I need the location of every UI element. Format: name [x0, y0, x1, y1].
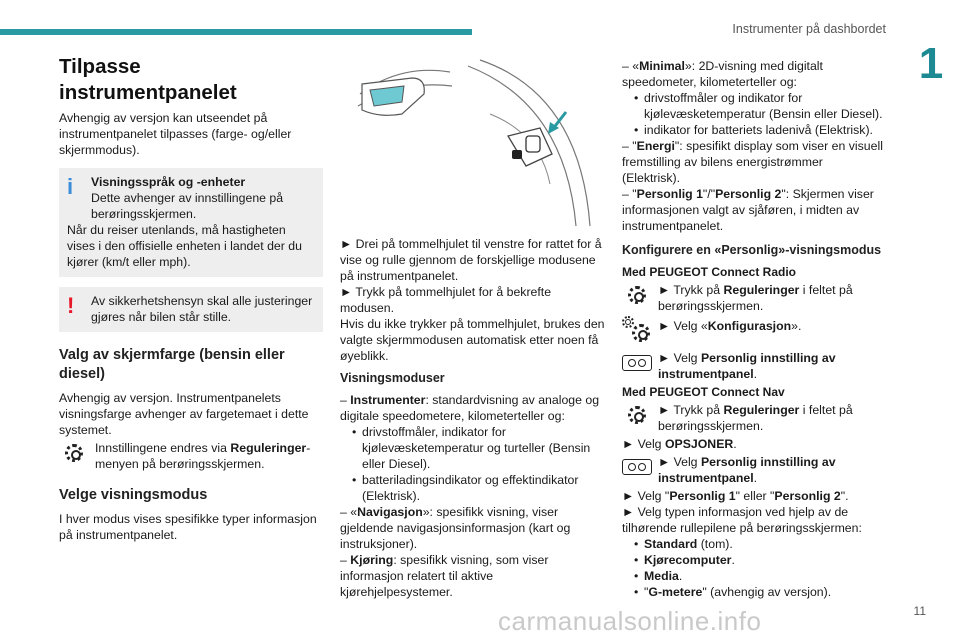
connect-nav-heading: Med PEUGEOT Connect Nav — [622, 385, 785, 399]
steering-wheel-illustration — [340, 54, 605, 226]
mode-energi: – "Energi": spesifikt display som viser en visuell fremstilling av bilens energistrømmer (Elektrisk). — [622, 139, 883, 185]
settings-row — [59, 440, 323, 472]
nav-step-1: ► Trykk på Reguleringer i feltet på berøringsskjermen. — [622, 402, 884, 434]
section-title: Instrumenter på dashbordet — [732, 22, 886, 36]
info-icon: i — [67, 174, 74, 199]
connect-radio-heading: Med PEUGEOT Connect Radio — [622, 265, 797, 279]
mode-personlig: – "Personlig 1"/"Personlig 2": Skjermen viser informasjonen valgt av sjåføren, i midten av instrumentpanelet. — [622, 187, 874, 233]
modes-heading: Visningsmoduser — [340, 371, 445, 385]
warning-icon: ! — [67, 293, 75, 318]
info-note-title: Visningsspråk og -enheter — [91, 175, 246, 189]
list-item: • Kjørecomputer. — [634, 552, 884, 568]
radio-step-1: ► Trykk på Reguleringer i feltet på berøringsskjermen. — [622, 282, 884, 314]
color-text: Avhengig av versjon. Instrumentpanelets visningsfarge avhenger av fargetemaet i dette systemet. — [59, 391, 309, 437]
nav-step-3: ► Velg Personlig innstilling av instrumentpanel. — [622, 454, 884, 486]
config-gear-icon — [622, 316, 634, 328]
options-list — [622, 536, 884, 600]
warning-note — [59, 287, 323, 332]
info-note-line1: Dette avhenger av innstillingene på berøringsskjermen. — [91, 191, 284, 221]
list-item: • drivstoffmåler, indikator for kjølevæsketemperatur og turteller (Bensin eller Diesel). — [352, 424, 605, 472]
instr3: Hvis du ikke trykker på tommelhjulet, brukes den valgte skjermmodusen automatisk etter noen få øyeblikk. — [340, 317, 605, 363]
color-heading: Valg av skjermfarge (bensin eller diesel) — [59, 347, 285, 382]
header-accent-bar — [0, 29, 472, 35]
page-number: 11 — [913, 604, 926, 618]
list-item: • drivstoffmåler og indikator for kjølevæsketemperatur (Bensin eller Diesel). — [634, 90, 884, 122]
list-item: • indikator for batteriets ladenivå (Elektrisk). — [634, 122, 884, 138]
intro-text: Avhengig av versjon kan utseendet på instrumentpanelet tilpasses (farge- og/eller skjermmodus). — [59, 111, 292, 157]
column-3 — [622, 58, 884, 600]
config-heading: Konfigurere en «Personlig»-visningsmodus — [622, 243, 882, 257]
settings-gear-icon — [632, 324, 650, 342]
settings-gear-icon — [628, 406, 646, 424]
warning-note-text: Av sikkerhetshensyn skal alle justeringer gjøres når bilen står stille. — [91, 294, 313, 324]
list-item: • batteriladingsindikator og effektindikator (Elektrisk). — [352, 472, 605, 504]
list-item: • Media. — [634, 568, 884, 584]
chapter-number: 1 — [918, 39, 944, 88]
mode-heading: Velge visningsmodus — [59, 487, 208, 503]
radio-step-2: ► Velg «Konfigurasjon». — [622, 316, 884, 342]
settings-text: Innstillingene endres via Reguleringer-menyen på berøringsskjermen. — [95, 441, 311, 471]
mode-minimal: – «Minimal»: 2D-visning med digitalt speedometer, kilometerteller og: — [622, 59, 823, 89]
info-note — [59, 168, 323, 277]
mode-text: I hver modus vises spesifikke typer informasjon på instrumentpanelet. — [59, 512, 317, 542]
nav-step-2: ► Velg OPSJONER. — [622, 437, 737, 451]
column-2 — [340, 54, 605, 600]
column-1 — [59, 54, 323, 549]
instr1: ► Drei på tommelhjulet til venstre for rattet for å vise og rulle gjennom de forskjellige modusene på instrumentpanelet. — [340, 237, 602, 283]
instr2: ► Trykk på tommelhjulet for å bekrefte modusen. — [340, 285, 552, 315]
nav-step-5: ► Velg typen informasjon ved hjelp av de tilhørende rullepilene på berøringsskjermen: — [622, 505, 862, 535]
watermark: carmanualsonline.info — [498, 606, 762, 636]
info-note-line2: Når du reiser utenlands, må hastigheten vises i den offisielle enheten i landet der du kjører (km/t eller mph). — [67, 223, 302, 269]
list-item: • Standard (tom). — [634, 536, 884, 552]
radio-step-3: ► Velg Personlig innstilling av instrumentpanel. — [622, 350, 884, 382]
instrument-panel-icon — [622, 459, 652, 475]
settings-gear-icon — [628, 286, 646, 304]
mode-kjoring: – Kjøring: spesifikk visning, som viser informasjon relatert til aktive kjørehjelpesystemer. — [340, 553, 549, 599]
mode-instrumenter: – Instrumenter: standardvisning av analoge og digitale speedometere, kilometerteller og: — [340, 393, 600, 423]
list-item: • "G-metere" (avhengig av versjon). — [634, 584, 884, 600]
page-title: Tilpasse instrumentpanelet — [59, 55, 237, 104]
mode-navigasjon: – «Navigasjon»: spesifikk visning, viser gjeldende navigasjonsinformasjon (kart og instruksjoner). — [340, 505, 571, 551]
instrumenter-list — [340, 424, 605, 504]
settings-gear-icon — [65, 444, 83, 462]
nav-step-4: ► Velg "Personlig 1" eller "Personlig 2". — [622, 489, 849, 503]
minimal-list — [622, 90, 884, 138]
instrument-panel-icon — [622, 355, 652, 371]
